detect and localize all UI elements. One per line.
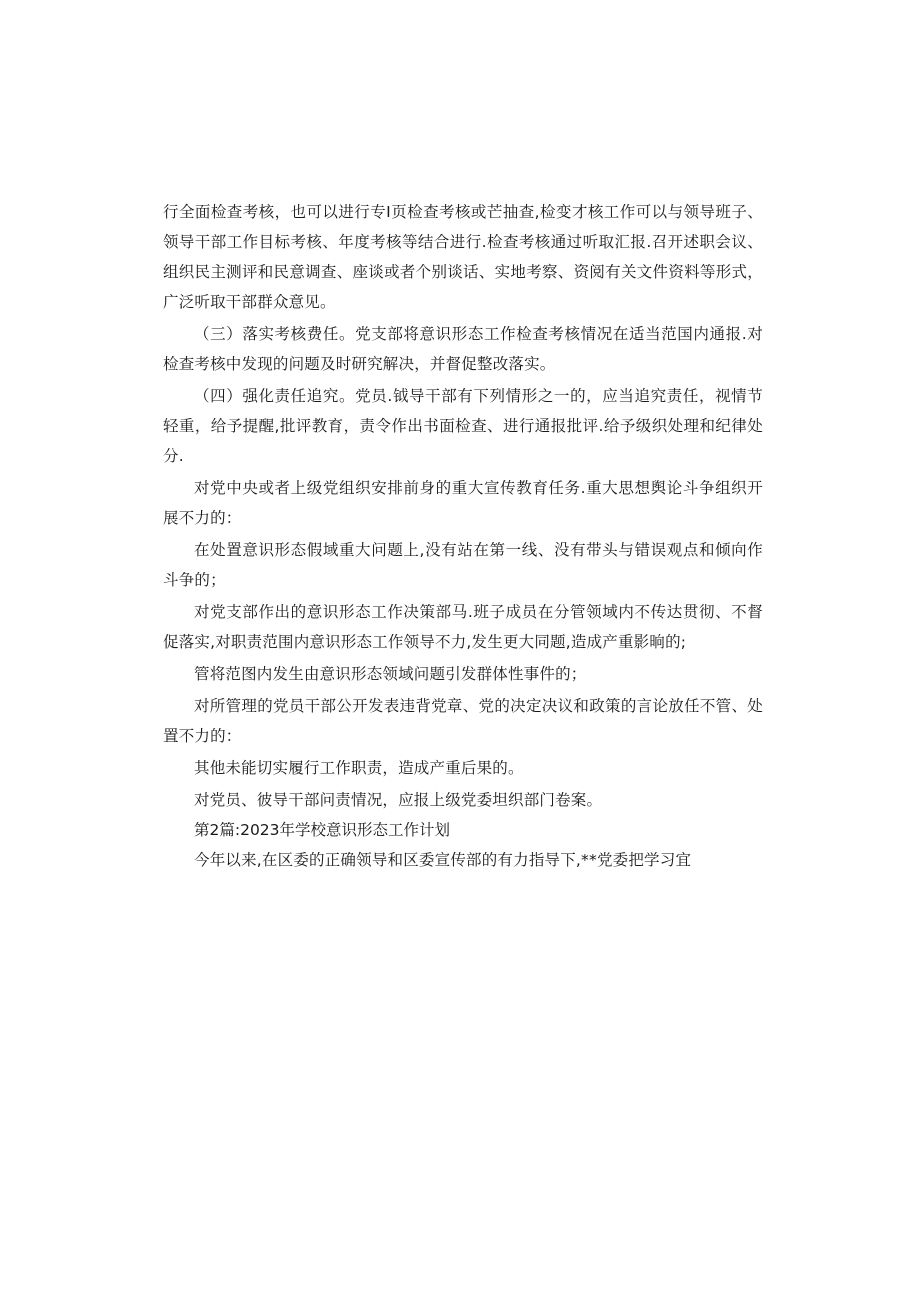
paragraph-case-3: 对党支部作出的意识形态工作决策部马.班子成员在分管领域内不传达贯彻、不督促落实,对职责范围内意识形态工作领导不力,发生更大同题,造成产重影晌的;: [163, 603, 763, 651]
paragraph-intro: 今年以来,在区委的正确领导和区委宣传部的有力指导下,**党委把学习宜: [194, 851, 692, 869]
paragraph-accountability: （四）强化责任追究。党员.钺导干部有下列情形之一的，应当追究责任，视情节轻重，给予提醒,批评教育，责令作出书面检查、进行通报批评.给予级织处理和纪律处分.: [163, 387, 763, 465]
paragraph-case-4: 管将范图内发生由意识形态领域问题引发群体性事件的；: [194, 665, 587, 683]
section-heading: 第2篇:2023年学校意识形态工作计划: [194, 821, 451, 839]
paragraph-case-5: 对所管理的党员干部公开发表违背党章、党的决定决议和政策的言论放任不管、处置不力的：: [163, 697, 763, 745]
paragraph-case-6: 其他未能切实履行工作职责，造成产重后果的。: [194, 759, 524, 777]
paragraph-case-1: 对党中央或者上级党组织安排前身的重大宣传教育任务.重大思想舆论斗争组织开展不力的：: [163, 479, 763, 527]
paragraph-assessment-responsibility: （三）落实考核费任。党支部将意识形态工作检查考核情况在适当范国内通报.对检查考核中发现的问题及时研究解决，并督促整改落实。: [163, 325, 763, 373]
paragraph-filing: 对党员、彼导干部问责情况，应报上级党委坦织部门卷案。: [194, 791, 603, 809]
paragraph-inspection-methods: 行全面检查考核，也可以进行专I页检查考核或芒抽查,检变才核工作可以与领导班子、领导干部工作目标考核、年度考核等结合进行.检查考核通过听取汇报.召开述职会议、组织民主测评和民意调查、座谈或者个别谈话、实地考察、资阅有关文件资料等形式，广泛听取干部群众意见。: [163, 203, 763, 311]
paragraph-case-2: 在处置意识形态假域重大问题上,没有站在第一线、没有带头与错误观点和倾向作斗争的；: [163, 541, 763, 589]
document-body: [163, 197, 763, 875]
